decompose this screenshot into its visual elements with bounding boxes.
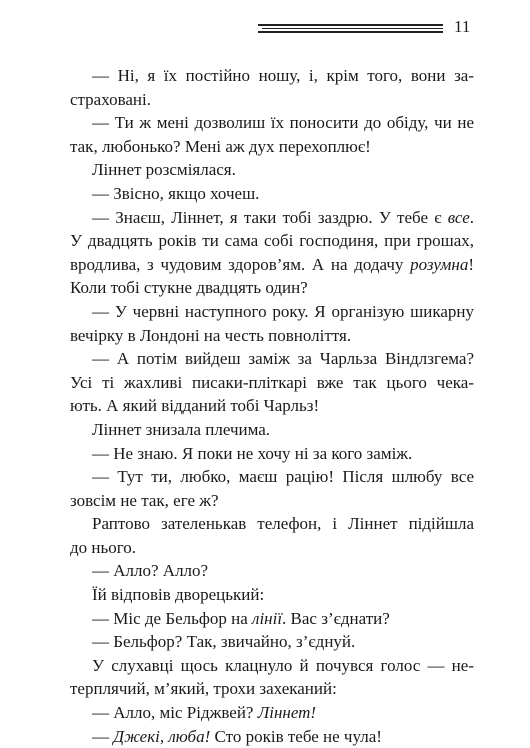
text-line	[70, 559, 474, 583]
text-run: вродлива, з чудовим здоров’ям. А на додачу	[70, 254, 411, 274]
text-line	[70, 253, 474, 277]
text-line	[70, 630, 474, 654]
text-run: вечірку в Лондоні на честь повноліття.	[70, 325, 352, 345]
text-line	[70, 229, 474, 253]
italic-text: все	[447, 207, 470, 227]
text-run: Усі ті жахливі писаки-пліткарі вже так цього чека-	[70, 372, 474, 392]
text-line	[70, 489, 474, 513]
text-run: . Вас з’єднати?	[282, 608, 390, 628]
text-line	[70, 371, 474, 395]
text-line	[70, 111, 474, 135]
text-run: — Ні, я їх постійно ношу, і, крім того, вони за-	[92, 66, 474, 85]
text-run: У слухавці щось клацнуло й почувся голос — не-	[92, 655, 474, 675]
text-run: — Алло, міс Ріджвей?	[92, 703, 258, 723]
text-line	[70, 677, 474, 701]
text-run: Коли тобі стукне двадцять один?	[70, 278, 308, 298]
text-run: — Алло? Алло?	[92, 561, 209, 581]
text-line	[70, 135, 474, 159]
text-run: Їй відповів дворецький:	[92, 585, 265, 605]
text-run: так, любонько? Мені аж дух перехоплює!	[70, 136, 371, 156]
text-line	[70, 442, 474, 466]
header-rule	[258, 24, 443, 26]
italic-text: розумна	[410, 254, 469, 274]
text-line	[70, 701, 474, 725]
text-run: зовсім не так, еге ж?	[70, 490, 219, 510]
text-run: терплячий, м’який, трохи захеканий:	[70, 679, 337, 699]
text-run: — Звісно, якщо хочеш.	[92, 183, 260, 203]
text-line	[70, 300, 474, 324]
text-line	[70, 725, 474, 748]
italic-text: Ліннет!	[257, 703, 317, 723]
text-line	[70, 206, 474, 230]
text-run: — Бельфор? Так, звичайно, з’єднуй.	[92, 632, 356, 652]
text-run: ють. А який відданий тобі Чарльз!	[70, 396, 320, 416]
text-line	[70, 88, 474, 112]
text-run: до нього.	[70, 537, 137, 557]
text-line	[70, 536, 474, 560]
text-run: — Знаєш, Ліннет, я таки тобі заздрю. У тебе є	[92, 207, 448, 227]
header-rule	[262, 28, 443, 29]
text-run: — Ти ж мені дозволиш їх поносити до обіду, чи не	[92, 113, 474, 133]
text-line	[70, 465, 474, 489]
text-line	[70, 324, 474, 348]
page-number: 11	[454, 17, 471, 36]
body-text	[70, 64, 474, 748]
text-run: — А потім вийдеш заміж за Чарльза Віндлзгема?	[92, 349, 474, 369]
text-line	[70, 347, 474, 371]
text-run: Ліннет розсміялася.	[92, 160, 236, 180]
text-run: Раптово зателенькав телефон, і Ліннет підійшла	[92, 514, 474, 534]
text-run: — У червні наступного року. Я організую шикарну	[92, 301, 474, 321]
text-line	[70, 276, 474, 300]
text-line	[70, 583, 474, 607]
text-line	[70, 182, 474, 206]
text-line	[70, 418, 474, 442]
text-run: .	[469, 207, 474, 227]
text-run: Ліннет знизала плечима.	[92, 419, 271, 439]
text-run: — Не знаю. Я поки не хочу ні за кого заміж.	[92, 443, 413, 463]
running-header	[0, 16, 530, 40]
text-run: !	[468, 254, 474, 274]
text-line	[70, 64, 474, 88]
italic-text: лінії	[252, 608, 283, 628]
text-run: Сто років тебе не чула!	[210, 726, 382, 746]
header-rule	[258, 31, 443, 33]
text-run: —	[92, 726, 114, 746]
text-run: — Тут ти, любко, маєш рацію! Після шлюбу все	[92, 467, 474, 487]
text-line	[70, 158, 474, 182]
text-run: У двадцять років ти сама собі господиня, при грошах,	[70, 231, 474, 251]
text-run: страховані.	[70, 89, 151, 109]
text-line	[70, 394, 474, 418]
text-line	[70, 607, 474, 631]
italic-text: Джекі, люба!	[113, 726, 211, 746]
text-line	[70, 654, 474, 678]
text-run: — Міс де Бельфор на	[92, 608, 253, 628]
text-line	[70, 512, 474, 536]
